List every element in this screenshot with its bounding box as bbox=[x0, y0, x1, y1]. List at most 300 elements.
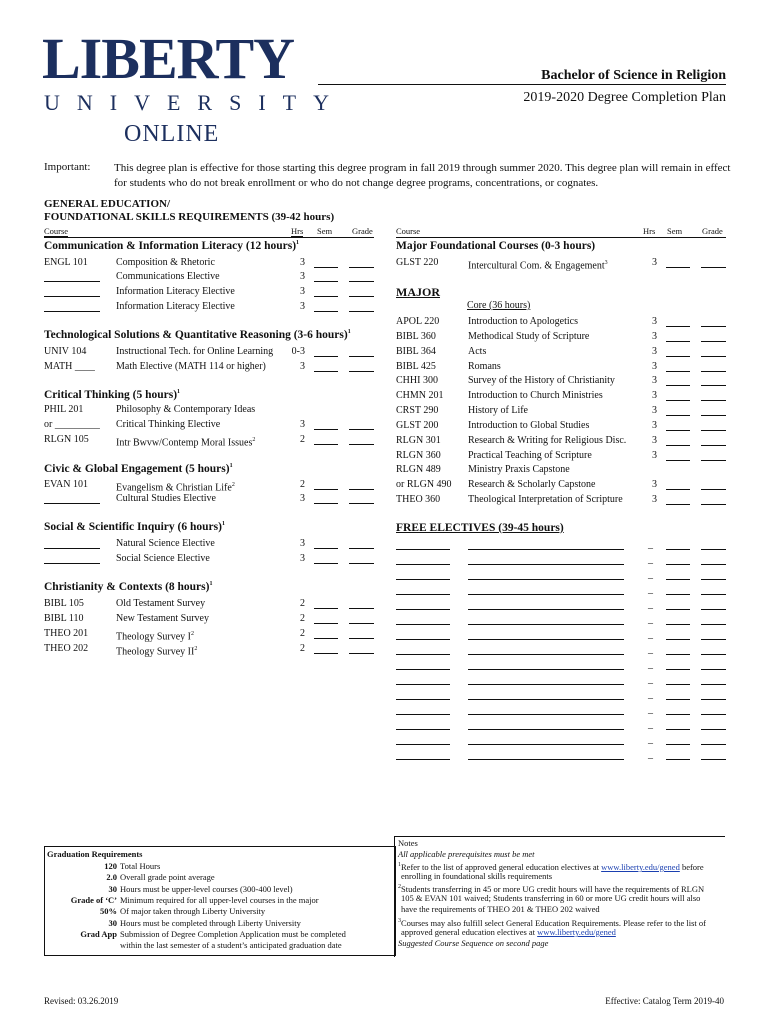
free-course-name-field[interactable] bbox=[468, 609, 624, 610]
header-rule bbox=[318, 84, 726, 85]
section-heading: Civic & Global Engagement (5 hours)$^1$ bbox=[44, 463, 233, 475]
free-course-code-field[interactable] bbox=[396, 624, 450, 625]
grade-field[interactable] bbox=[349, 356, 374, 357]
grade-field[interactable] bbox=[349, 503, 374, 504]
free-elective-row bbox=[396, 658, 726, 672]
free-course-code-field[interactable] bbox=[396, 729, 450, 730]
grade-field[interactable] bbox=[701, 504, 726, 505]
free-course-name-field[interactable] bbox=[468, 699, 624, 700]
grade-field[interactable] bbox=[701, 326, 726, 327]
free-elective-row bbox=[396, 568, 726, 582]
free-elective-row bbox=[396, 748, 726, 762]
free-course-name-field[interactable] bbox=[468, 729, 624, 730]
section-heading: Social & Scientific Inquiry (6 hours)$^1$ bbox=[44, 521, 225, 533]
free-course-code-field[interactable] bbox=[396, 594, 450, 595]
course-code: UNIV 104 bbox=[44, 346, 87, 357]
note-2-cont-b: have the requirements of THEO 201 & THEO 202 waived bbox=[401, 904, 600, 914]
free-hrs-mark: _ bbox=[648, 569, 653, 580]
grad-req-desc: Hours must be upper-level courses (300-400 level) bbox=[120, 883, 293, 894]
course-code: THEO 201 bbox=[44, 628, 89, 639]
free-elective-row bbox=[396, 703, 726, 717]
course-name: History of Life bbox=[468, 405, 528, 416]
course-hrs: 3 bbox=[652, 435, 657, 446]
course-name: Theology Survey $II^2$ bbox=[116, 646, 198, 658]
course-name: Social Science Elective bbox=[116, 553, 210, 564]
course-name: Methodical Study of Scripture bbox=[468, 331, 590, 342]
section-heading: Christianity & Contexts (8 hours)$^1$ bbox=[44, 581, 213, 593]
gened-link-1[interactable]: www.liberty.edu/gened bbox=[601, 861, 680, 872]
course-name: Math Elective (MATH 114 or higher) bbox=[116, 361, 266, 372]
course-hrs: 3 bbox=[652, 479, 657, 490]
notes-sequence: Suggested Course Sequence on second page bbox=[398, 938, 549, 948]
sem-field[interactable] bbox=[666, 504, 690, 505]
note-3-cont: approved general education electives at www.liberty.edu/gened bbox=[401, 927, 616, 937]
course-code: EVAN 101 bbox=[44, 479, 88, 490]
grad-req-desc: Of major taken through Liberty University bbox=[120, 906, 266, 917]
free-course-name-field[interactable] bbox=[468, 744, 624, 745]
grade-field[interactable] bbox=[349, 281, 374, 282]
sem-field[interactable] bbox=[666, 654, 690, 655]
col-rule-right bbox=[396, 237, 726, 238]
sem-field[interactable] bbox=[666, 564, 690, 565]
sem-field[interactable] bbox=[314, 563, 338, 564]
grade-field[interactable] bbox=[349, 444, 374, 445]
course-row bbox=[396, 345, 726, 359]
free-hrs-mark: _ bbox=[648, 554, 653, 565]
grade-field[interactable] bbox=[349, 267, 374, 268]
note-1: $^1$Refer to the list of approved general education electives at www.liberty.edu/gened before bbox=[398, 861, 704, 872]
sem-field[interactable] bbox=[314, 281, 338, 282]
course-row bbox=[44, 403, 374, 417]
grade-field[interactable] bbox=[701, 400, 726, 401]
grad-req-desc: Hours must be completed through Liberty University bbox=[120, 917, 301, 928]
course-hrs: 3 bbox=[300, 301, 305, 312]
grade-field[interactable] bbox=[701, 639, 726, 640]
grad-req-desc: Total Hours bbox=[120, 861, 161, 871]
free-elective-row bbox=[396, 673, 726, 687]
sem-field[interactable] bbox=[666, 594, 690, 595]
free-hrs-mark: _ bbox=[648, 614, 653, 625]
grad-req-key: 30 bbox=[108, 883, 117, 894]
course-code: BIBL 425 bbox=[396, 361, 436, 372]
free-elective-row bbox=[396, 613, 726, 627]
sem-field[interactable] bbox=[314, 503, 338, 504]
sem-field[interactable] bbox=[314, 444, 338, 445]
grade-field[interactable] bbox=[701, 460, 726, 461]
free-hrs-mark: _ bbox=[648, 749, 653, 760]
course-row bbox=[44, 612, 374, 626]
course-name: Intr Bwvw/Contemp Moral Issues$^2$ bbox=[116, 437, 256, 449]
course-name: Instructional Tech. for Online Learning bbox=[116, 346, 274, 357]
sem-field[interactable] bbox=[666, 415, 690, 416]
sem-field[interactable] bbox=[666, 371, 690, 372]
col-course-right: Course bbox=[396, 226, 421, 236]
course-name: Introduction to Church Ministries bbox=[468, 390, 603, 401]
course-hrs: 3 bbox=[652, 375, 657, 386]
gened-link-2[interactable]: www.liberty.edu/gened bbox=[537, 927, 616, 937]
course-name: Introduction to Global Studies bbox=[468, 420, 590, 431]
course-code-blank[interactable] bbox=[44, 281, 100, 282]
note-2-cont-a: 105 & EVAN 101 waived; Students transferring in 60 or more UG credit hours will also bbox=[401, 893, 701, 903]
col-grade-left: Grade bbox=[352, 226, 373, 236]
free-hrs-mark: _ bbox=[648, 674, 653, 685]
important-label: Important: bbox=[44, 161, 91, 173]
grade-field[interactable] bbox=[349, 623, 374, 624]
free-course-name-field[interactable] bbox=[468, 624, 624, 625]
course-hrs: 3 bbox=[652, 390, 657, 401]
sem-field[interactable] bbox=[666, 714, 690, 715]
course-code: PHIL 201 bbox=[44, 404, 84, 415]
course-code: THEO 360 bbox=[396, 494, 441, 505]
free-course-name-field[interactable] bbox=[468, 714, 624, 715]
course-row bbox=[396, 389, 726, 403]
grade-field[interactable] bbox=[701, 564, 726, 565]
mfc-heading: Major Foundational Courses (0-3 hours) bbox=[396, 240, 596, 252]
course-row bbox=[44, 360, 374, 374]
course-hrs: 3 bbox=[300, 286, 305, 297]
grade-field[interactable] bbox=[349, 311, 374, 312]
grade-field[interactable] bbox=[349, 296, 374, 297]
course-row bbox=[44, 552, 374, 566]
course-name: Acts bbox=[468, 346, 487, 357]
course-hrs: 3 bbox=[300, 553, 305, 564]
course-hrs: 3 bbox=[300, 493, 305, 504]
course-name: Practical Teaching of Scripture bbox=[468, 450, 592, 461]
sem-field[interactable] bbox=[314, 653, 338, 654]
course-code: RLGN 489 bbox=[396, 464, 441, 475]
sem-field[interactable] bbox=[666, 759, 690, 760]
course-code: or RLGN 490 bbox=[396, 479, 452, 490]
course-code: RLGN 105 bbox=[44, 434, 89, 445]
sem-field[interactable] bbox=[314, 489, 338, 490]
free-hrs-mark: _ bbox=[648, 689, 653, 700]
free-course-code-field[interactable] bbox=[396, 579, 450, 580]
sem-field[interactable] bbox=[666, 341, 690, 342]
sem-field[interactable] bbox=[314, 311, 338, 312]
sem-field[interactable] bbox=[666, 356, 690, 357]
course-row bbox=[44, 627, 374, 641]
course-hrs: 3 bbox=[300, 257, 305, 268]
course-code: GLST 220 bbox=[396, 257, 439, 268]
grade-field[interactable] bbox=[701, 654, 726, 655]
grad-req-key: 50% bbox=[100, 906, 117, 917]
free-course-code-field[interactable] bbox=[396, 654, 450, 655]
course-row bbox=[44, 642, 374, 656]
free-course-name-field[interactable] bbox=[468, 579, 624, 580]
course-code: CHHI 300 bbox=[396, 375, 438, 386]
course-row bbox=[396, 493, 726, 507]
sem-field[interactable] bbox=[666, 669, 690, 670]
free-course-name-field[interactable] bbox=[468, 669, 624, 670]
course-name: Natural Science Elective bbox=[116, 538, 215, 549]
grade-field[interactable] bbox=[701, 729, 726, 730]
course-code: BIBL 110 bbox=[44, 613, 84, 624]
course-code-blank[interactable] bbox=[44, 296, 100, 297]
grade-field[interactable] bbox=[701, 744, 726, 745]
sem-field[interactable] bbox=[314, 548, 338, 549]
sem-field[interactable] bbox=[666, 699, 690, 700]
logo-online-wordmark: ONLINE bbox=[124, 121, 220, 147]
course-name: Evangelism & Christian Life$^2$ bbox=[116, 482, 235, 494]
grade-field[interactable] bbox=[349, 653, 374, 654]
grade-field[interactable] bbox=[701, 385, 726, 386]
free-hrs-mark: _ bbox=[648, 659, 653, 670]
grade-field[interactable] bbox=[349, 638, 374, 639]
grade-field[interactable] bbox=[349, 429, 374, 430]
free-elective-row bbox=[396, 718, 726, 732]
course-row bbox=[44, 256, 374, 270]
free-course-code-field[interactable] bbox=[396, 564, 450, 565]
course-hrs: 3 bbox=[652, 361, 657, 372]
course-code: BIBL 105 bbox=[44, 598, 84, 609]
grade-field[interactable] bbox=[701, 579, 726, 580]
course-code: THEO 202 bbox=[44, 643, 89, 654]
course-code: CHMN 201 bbox=[396, 390, 444, 401]
course-hrs: 3 bbox=[652, 346, 657, 357]
course-code: APOL 220 bbox=[396, 316, 440, 327]
course-name: Composition & Rhetoric bbox=[116, 257, 215, 268]
grad-req-key: 30 bbox=[108, 917, 117, 928]
grad-heading: Graduation Requirements bbox=[47, 849, 143, 859]
sem-field[interactable] bbox=[666, 609, 690, 610]
page-title: Bachelor of Science in Religion bbox=[541, 68, 726, 83]
sem-field[interactable] bbox=[666, 445, 690, 446]
sem-field[interactable] bbox=[666, 430, 690, 431]
sem-field[interactable] bbox=[314, 623, 338, 624]
course-hrs: 2 bbox=[300, 434, 305, 445]
course-code: RLGN 301 bbox=[396, 435, 441, 446]
free-course-name-field[interactable] bbox=[468, 639, 624, 640]
grade-field[interactable] bbox=[701, 445, 726, 446]
col-rule-left bbox=[44, 237, 374, 238]
course-name: Survey of the History of Christianity bbox=[468, 375, 615, 386]
free-course-code-field[interactable] bbox=[396, 669, 450, 670]
free-course-code-field[interactable] bbox=[396, 759, 450, 760]
grad-req-desc: Overall grade point average bbox=[120, 872, 215, 883]
free-elective-row bbox=[396, 628, 726, 642]
sem-field[interactable] bbox=[314, 267, 338, 268]
free-course-code-field[interactable] bbox=[396, 684, 450, 685]
course-row bbox=[44, 345, 374, 359]
sem-field[interactable] bbox=[666, 729, 690, 730]
page-subtitle: 2019-2020 Degree Completion Plan bbox=[523, 90, 726, 105]
course-name: Ministry Praxis Capstone bbox=[468, 464, 570, 475]
col-sem-right: Sem bbox=[667, 226, 683, 236]
sem-field[interactable] bbox=[666, 579, 690, 580]
sem-field[interactable] bbox=[666, 639, 690, 640]
course-name: Theology Survey $I^2$ bbox=[116, 631, 194, 643]
course-row bbox=[396, 449, 726, 463]
free-electives-heading: FREE ELECTIVES (39-45 hours) bbox=[396, 522, 564, 534]
free-course-code-field[interactable] bbox=[396, 639, 450, 640]
grade-field[interactable] bbox=[701, 430, 726, 431]
course-hrs: 3 bbox=[652, 405, 657, 416]
free-course-name-field[interactable] bbox=[468, 564, 624, 565]
section-heading: Communication & Information Literacy (12 hours)$^1$ bbox=[44, 240, 300, 252]
course-hrs: 2 bbox=[300, 643, 305, 654]
course-row bbox=[396, 374, 726, 388]
course-code-blank[interactable] bbox=[44, 548, 100, 549]
graduation-requirements-box bbox=[44, 846, 396, 956]
notes-heading: Notes bbox=[398, 838, 418, 848]
grade-field[interactable] bbox=[701, 341, 726, 342]
course-hrs: 3 bbox=[652, 331, 657, 342]
gen-ed-heading bbox=[44, 198, 334, 224]
section-heading: Technological Solutions & Quantitative Reasoning (3-6 hours)$^1$ bbox=[44, 329, 351, 341]
free-course-code-field[interactable] bbox=[396, 744, 450, 745]
course-name: Introduction to Apologetics bbox=[468, 316, 578, 327]
grade-field[interactable] bbox=[701, 714, 726, 715]
grade-field[interactable] bbox=[701, 624, 726, 625]
sem-field[interactable] bbox=[666, 326, 690, 327]
grad-req-key: 2.0 bbox=[106, 872, 117, 883]
free-course-name-field[interactable] bbox=[468, 549, 624, 550]
grade-field[interactable] bbox=[701, 669, 726, 670]
free-elective-row bbox=[396, 733, 726, 747]
sem-field[interactable] bbox=[314, 356, 338, 357]
sem-field[interactable] bbox=[666, 744, 690, 745]
course-hrs: 3 bbox=[300, 361, 305, 372]
grad-req-key: Grad App bbox=[80, 928, 117, 939]
course-row bbox=[44, 300, 374, 314]
course-row bbox=[396, 434, 726, 448]
grade-field[interactable] bbox=[701, 609, 726, 610]
course-code: or _________ bbox=[44, 419, 100, 430]
free-elective-row bbox=[396, 688, 726, 702]
note-3: $^3$Courses may also fulfill select General Education Requirements. Please refer to the list of bbox=[398, 917, 706, 928]
course-hrs: 3 bbox=[652, 257, 657, 268]
grade-field[interactable] bbox=[349, 489, 374, 490]
sem-field[interactable] bbox=[666, 267, 690, 268]
grade-field[interactable] bbox=[701, 415, 726, 416]
course-code: CRST 290 bbox=[396, 405, 439, 416]
course-code-blank[interactable] bbox=[44, 563, 100, 564]
grad-req-desc: within the last semester of a student’s anticipated graduation date bbox=[120, 940, 342, 951]
course-row bbox=[44, 492, 374, 506]
sem-field[interactable] bbox=[666, 385, 690, 386]
course-hrs: 3 bbox=[300, 538, 305, 549]
sem-field[interactable] bbox=[666, 400, 690, 401]
gen-ed-heading-line2: FOUNDATIONAL SKILLS REQUIREMENTS (39-42 hours) bbox=[44, 211, 335, 223]
sem-field[interactable] bbox=[314, 371, 338, 372]
free-course-name-field[interactable] bbox=[468, 684, 624, 685]
free-hrs-mark: _ bbox=[648, 734, 653, 745]
course-code: BIBL 364 bbox=[396, 346, 436, 357]
grad-req-desc: Submission of Degree Completion Application must be completed bbox=[120, 928, 346, 939]
free-hrs-mark: _ bbox=[648, 584, 653, 595]
sem-field[interactable] bbox=[314, 638, 338, 639]
logo-university-wordmark: UNIVERSITY bbox=[44, 90, 346, 115]
free-elective-row bbox=[396, 553, 726, 567]
course-hrs: 2 bbox=[300, 628, 305, 639]
course-name: Research & Scholarly Capstone bbox=[468, 479, 596, 490]
sem-field[interactable] bbox=[666, 684, 690, 685]
course-hrs: 2 bbox=[300, 598, 305, 609]
course-code: MATH ____ bbox=[44, 361, 95, 372]
free-course-code-field[interactable] bbox=[396, 714, 450, 715]
free-course-name-field[interactable] bbox=[468, 594, 624, 595]
col-hrs-right: Hrs bbox=[643, 226, 656, 236]
free-course-code-field[interactable] bbox=[396, 609, 450, 610]
course-code-blank[interactable] bbox=[44, 311, 100, 312]
grade-field[interactable] bbox=[701, 759, 726, 760]
course-row bbox=[44, 433, 374, 447]
note-1-cont: enrolling in foundational skills requirements bbox=[401, 871, 553, 881]
grade-field[interactable] bbox=[349, 608, 374, 609]
free-hrs-mark: _ bbox=[648, 539, 653, 550]
col-hrs-left: Hrs bbox=[291, 226, 304, 236]
grad-req-key: 120 bbox=[104, 861, 117, 871]
grade-field[interactable] bbox=[349, 548, 374, 549]
course-hrs: 3 bbox=[652, 450, 657, 461]
course-row bbox=[396, 256, 726, 270]
course-row bbox=[396, 478, 726, 492]
sem-field[interactable] bbox=[666, 489, 690, 490]
course-row bbox=[44, 537, 374, 551]
course-row bbox=[44, 478, 374, 492]
course-code-blank[interactable] bbox=[44, 503, 100, 504]
free-elective-row bbox=[396, 538, 726, 552]
grade-field[interactable] bbox=[349, 563, 374, 564]
sem-field[interactable] bbox=[666, 549, 690, 550]
sem-field[interactable] bbox=[314, 429, 338, 430]
grade-field[interactable] bbox=[701, 371, 726, 372]
free-hrs-mark: _ bbox=[648, 599, 653, 610]
course-name: Information Literacy Elective bbox=[116, 286, 235, 297]
course-name: Research & Writing for Religious Disc. bbox=[468, 435, 627, 446]
grade-field[interactable] bbox=[701, 356, 726, 357]
note-2: $^2$Students transferring in 45 or more UG credit hours will have the requirements of RLGN bbox=[398, 883, 705, 894]
course-name: Communications Elective bbox=[116, 271, 220, 282]
grade-field[interactable] bbox=[701, 549, 726, 550]
grade-field[interactable] bbox=[701, 594, 726, 595]
free-course-name-field[interactable] bbox=[468, 759, 624, 760]
grade-field[interactable] bbox=[701, 267, 726, 268]
course-row bbox=[396, 419, 726, 433]
grade-field[interactable] bbox=[349, 371, 374, 372]
major-heading: MAJOR bbox=[396, 285, 440, 299]
free-course-code-field[interactable] bbox=[396, 549, 450, 550]
grade-field[interactable] bbox=[701, 684, 726, 685]
footer-effective: Effective: Catalog Term 2019-40 bbox=[605, 996, 724, 1006]
sem-field[interactable] bbox=[666, 460, 690, 461]
course-name: Philosophy & Contemporary Ideas bbox=[116, 404, 256, 415]
free-course-name-field[interactable] bbox=[468, 654, 624, 655]
course-row bbox=[44, 270, 374, 284]
sem-field[interactable] bbox=[666, 624, 690, 625]
course-name: Romans bbox=[468, 361, 501, 372]
grade-field[interactable] bbox=[701, 699, 726, 700]
course-name: Cultural Studies Elective bbox=[116, 493, 216, 504]
course-hrs: 2 bbox=[300, 479, 305, 490]
course-row bbox=[396, 463, 726, 477]
sem-field[interactable] bbox=[314, 608, 338, 609]
section-heading: Critical Thinking (5 hours)$^1$ bbox=[44, 389, 181, 401]
sem-field[interactable] bbox=[314, 296, 338, 297]
grade-field[interactable] bbox=[701, 489, 726, 490]
course-hrs: 3 bbox=[652, 420, 657, 431]
course-row bbox=[44, 597, 374, 611]
course-row bbox=[396, 315, 726, 329]
free-course-code-field[interactable] bbox=[396, 699, 450, 700]
course-hrs: 3 bbox=[652, 494, 657, 505]
col-sem-left: Sem bbox=[317, 226, 333, 236]
gen-ed-heading-line1: GENERAL EDUCATION/ bbox=[44, 198, 171, 210]
footer-revised: Revised: 03.26.2019 bbox=[44, 996, 119, 1006]
course-row bbox=[396, 360, 726, 374]
course-row bbox=[44, 418, 374, 432]
grad-req-key: Grade of ‘C’ bbox=[70, 894, 117, 905]
